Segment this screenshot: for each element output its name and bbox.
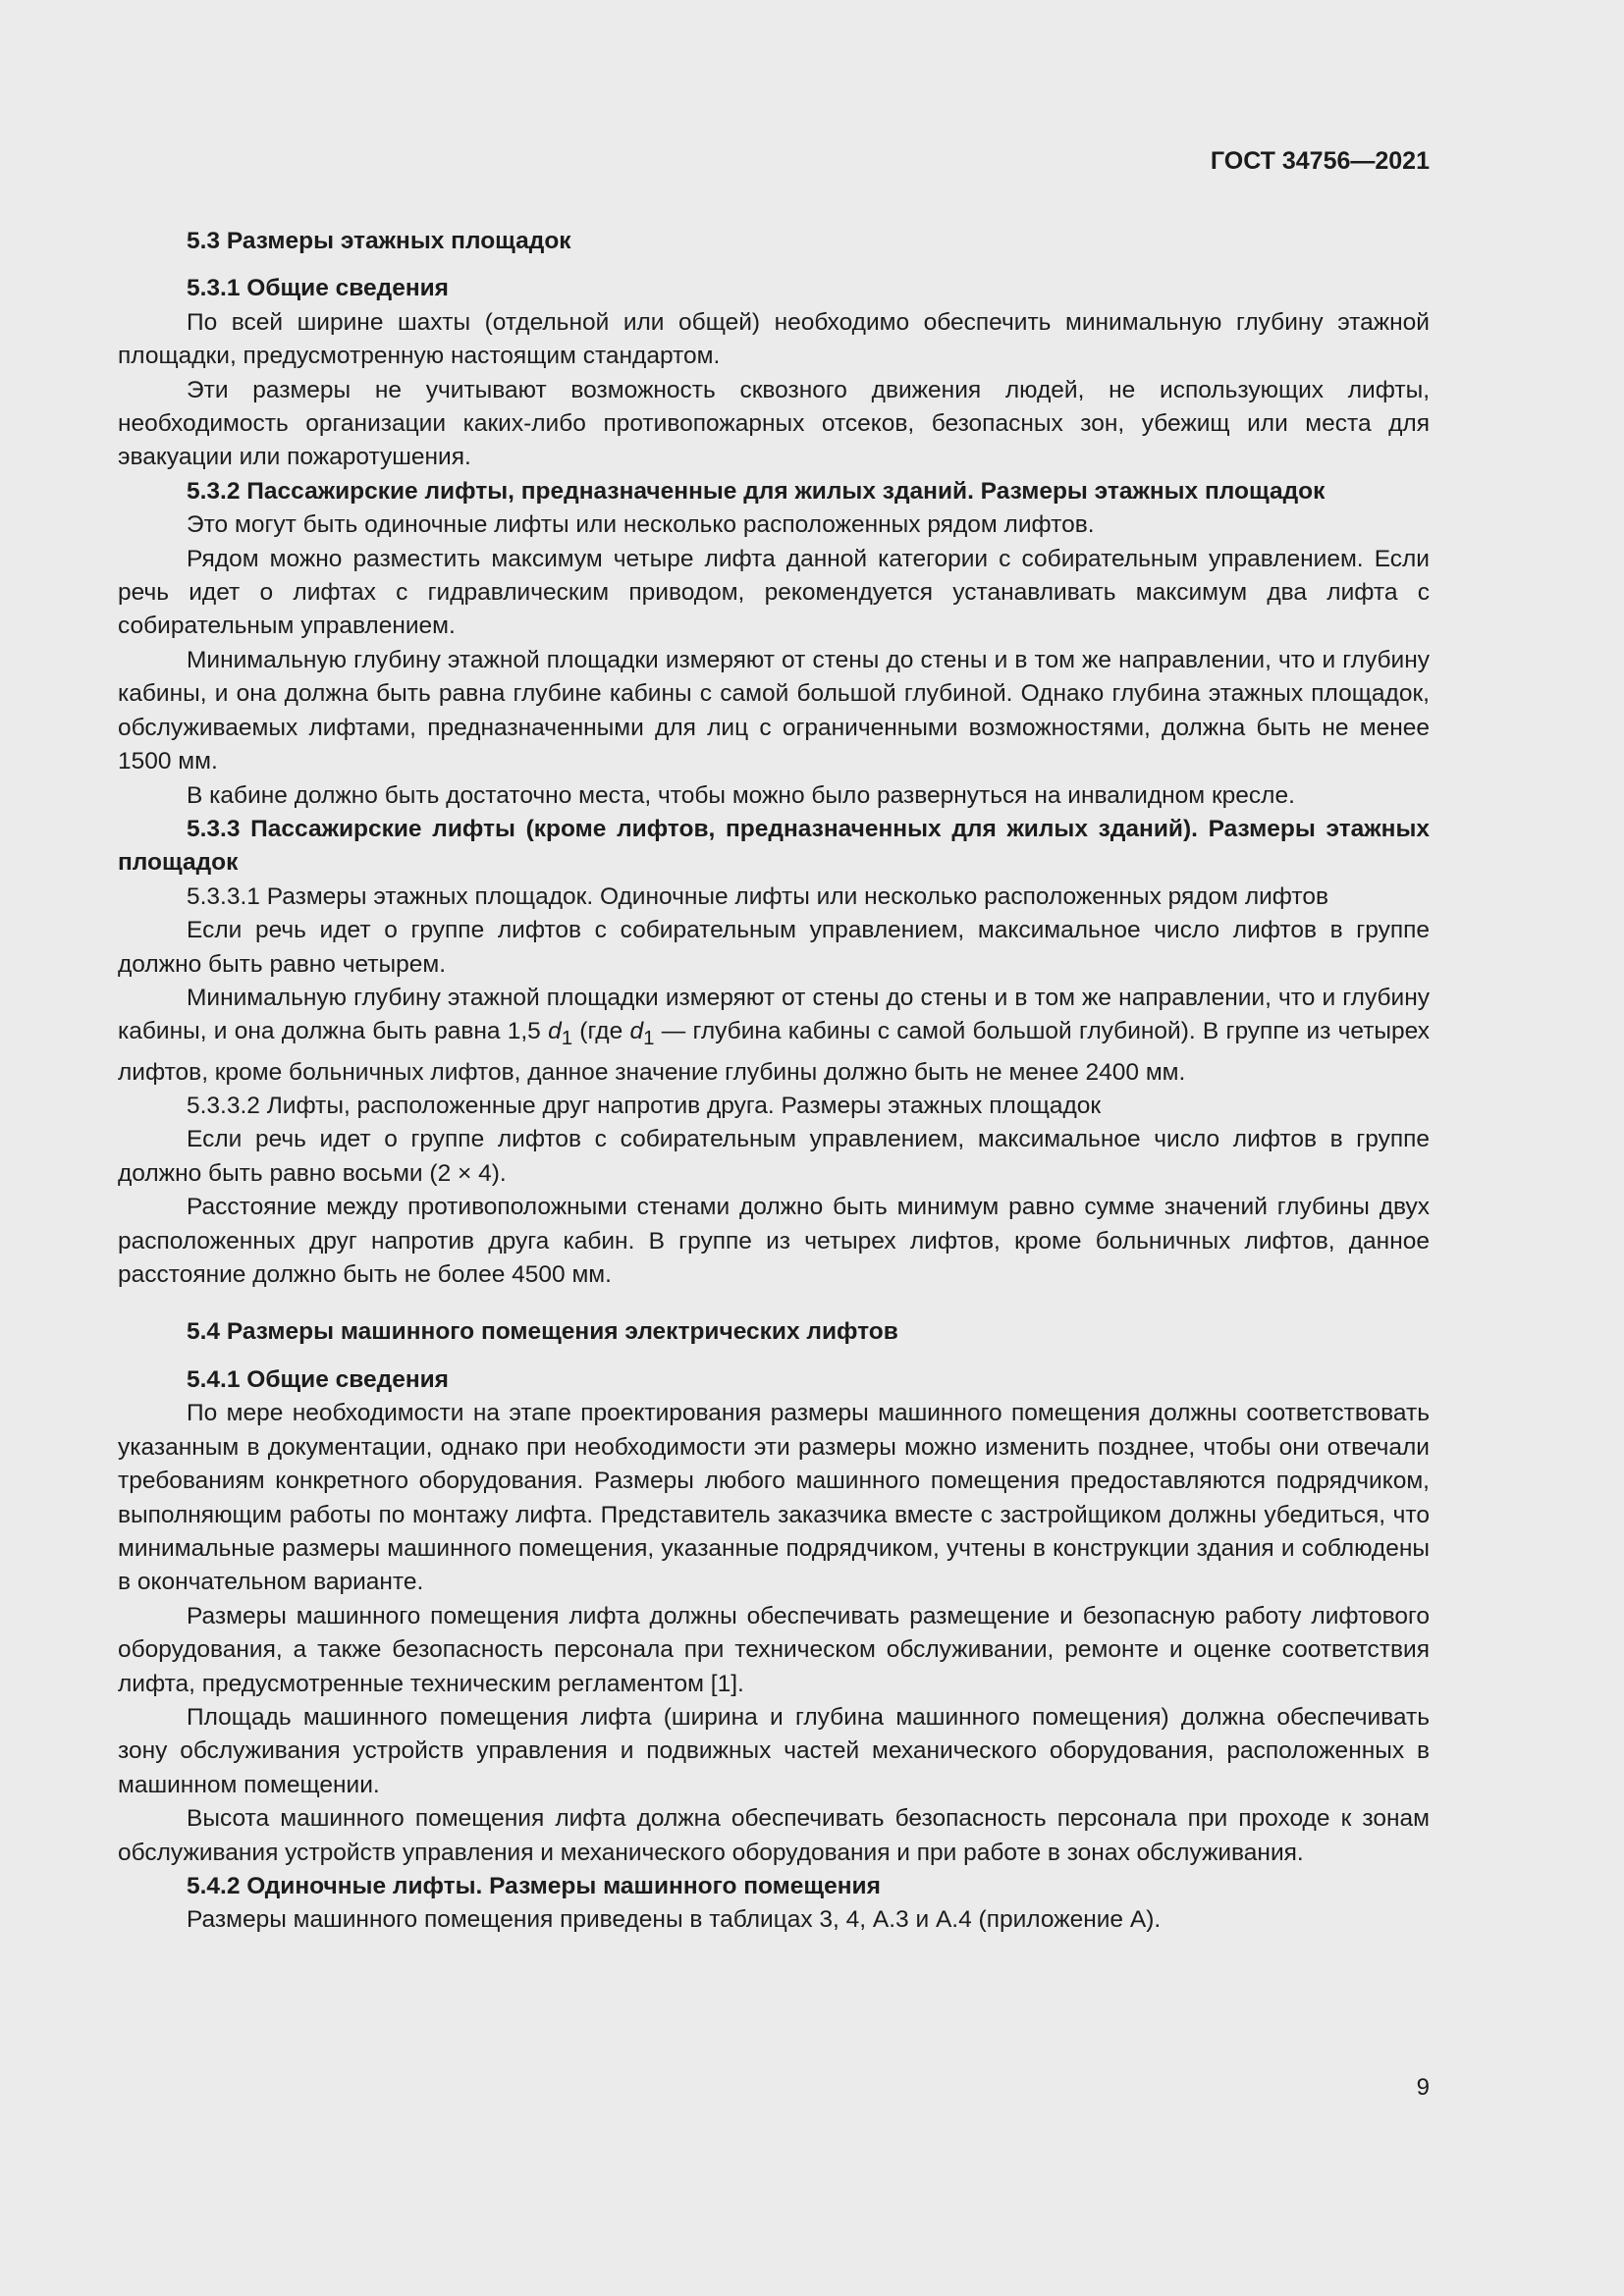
paragraph: В кабине должно быть достаточно места, чтобы можно было развернуться на инвалидном кресле.	[187, 781, 1295, 809]
paragraph: По всей ширине шахты (отдельной или общей) необходимо обеспечить минимальную глубину этажной площадки, предусмотренную настоящим стандартом.	[118, 308, 1430, 370]
section-heading-5-3-1: 5.3.1 Общие сведения	[187, 275, 449, 302]
paragraph: Площадь машинного помещения лифта (ширина и глубина машинного помещения) должна обеспечивать зону обслуживания устройств управления и подвижных частей механического оборудования, расположенных в машинном помещении.	[118, 1703, 1430, 1798]
paragraph: 5.3.3.2 Лифты, расположенные друг напротив друга. Размеры этажных площадок	[187, 1093, 1102, 1120]
section-heading-5-4-2: 5.4.2 Одиночные лифты. Размеры машинного помещения	[187, 1872, 881, 1899]
page-number: 9	[1416, 2074, 1430, 2101]
paragraph: Эти размеры не учитывают возможность сквозного движения людей, не использующих лифты, необходимость организации каких-либо противопожарных отсеков, безопасных зон, убежищ или места для эвакуации или пожаротушения.	[118, 376, 1430, 471]
symbol-d: d	[548, 1018, 562, 1045]
paragraph: Размеры машинного помещения приведены в таблицах 3, 4, А.3 и А.4 (приложение А).	[187, 1906, 1162, 1934]
document-body	[118, 225, 1430, 1938]
section-heading-5-4-1: 5.4.1 Общие сведения	[187, 1365, 449, 1393]
paragraph: Рядом можно разместить максимум четыре лифта данной категории с собирательным управлением. Если речь идет о лифтах с гидравлическим приводом, рекомендуется устанавливать максимум два лифта с собирательным управлением.	[118, 545, 1430, 640]
formula-text-part: Минимальную глубину этажной площадки измеряют от стены до стены и в том же направлении, что и глубину кабины, и она должна быть равна 1,5	[118, 984, 1430, 1045]
section-heading-5-4: 5.4 Размеры машинного помещения электрических лифтов	[187, 1318, 898, 1346]
section-heading-5-3-2: 5.3.2 Пассажирские лифты, предназначенные для жилых зданий. Размеры этажных площадок	[187, 477, 1326, 505]
paragraph: Размеры машинного помещения лифта должны обеспечивать размещение и безопасную работу лифтового оборудования, а также безопасность персонала при техническом обслуживании, ремонте и оценке соответствия лифта, предусмотренные техническим регламентом [1].	[118, 1602, 1430, 1697]
symbol-subscript: 1	[561, 1028, 573, 1050]
symbol-subscript: 1	[643, 1028, 655, 1050]
paragraph: 5.3.3.1 Размеры этажных площадок. Одиночные лифты или несколько расположенных рядом лифтов	[187, 882, 1329, 910]
standard-header: ГОСТ 34756—2021	[1210, 147, 1430, 175]
paragraph: Это могут быть одиночные лифты или несколько расположенных рядом лифтов.	[187, 511, 1095, 539]
paragraph-with-formula	[118, 982, 1430, 1090]
paragraph: Расстояние между противоположными стенами должно быть минимум равно сумме значений глубины двух расположенных друг напротив друга кабин. В группе из четырех лифтов, кроме больничных лифтов, данное расстояние должно быть не более 4500 мм.	[118, 1194, 1430, 1289]
section-heading-5-3-3: 5.3.3 Пассажирские лифты (кроме лифтов, предназначенных для жилых зданий). Размеры этажных площадок	[118, 815, 1430, 877]
paragraph: Если речь идет о группе лифтов с собирательным управлением, максимальное число лифтов в группе должно быть равно четырем.	[118, 917, 1430, 978]
paragraph: По мере необходимости на этапе проектирования размеры машинного помещения должны соответствовать указанным в документации, однако при необходимости эти размеры можно изменить позднее, чтобы они отвечали требованиям конкретного оборудования. Размеры любого машинного помещения предоставляются подрядчиком, выполняющим работы по монтажу лифта. Представитель заказчика вместе с застройщиком должны убедиться, что минимальные размеры машинного помещения, указанные подрядчиком, учтены в конструкции здания и соблюдены в окончательном варианте.	[118, 1400, 1430, 1596]
paragraph: Высота машинного помещения лифта должна обеспечивать безопасность персонала при проходе к зонам обслуживания устройств управления и механического оборудования и при работе в зонах обслуживания.	[118, 1805, 1430, 1866]
paragraph: Минимальную глубину этажной площадки измеряют от стены до стены и в том же направлении, что и глубину кабины, и она должна быть равна глубине кабины с самой большой глубиной. Однако глубина этажных площадок, обслуживаемых лифтами, предназначенными для лиц с ограниченными возможностями, должна быть не менее 1500 мм.	[118, 646, 1430, 775]
paragraph: Если речь идет о группе лифтов с собирательным управлением, максимальное число лифтов в группе должно быть равно восьми (2 × 4).	[118, 1126, 1430, 1187]
formula-text-part: (где	[572, 1018, 630, 1045]
formula-text-part: — глубина кабины с самой большой глубиной). В группе из четырех лифтов, кроме больничных лифтов, данное значение глубины должно быть не менее 2400 мм.	[118, 1018, 1430, 1086]
symbol-d: d	[629, 1018, 644, 1045]
section-heading-5-3: 5.3 Размеры этажных площадок	[187, 228, 571, 254]
